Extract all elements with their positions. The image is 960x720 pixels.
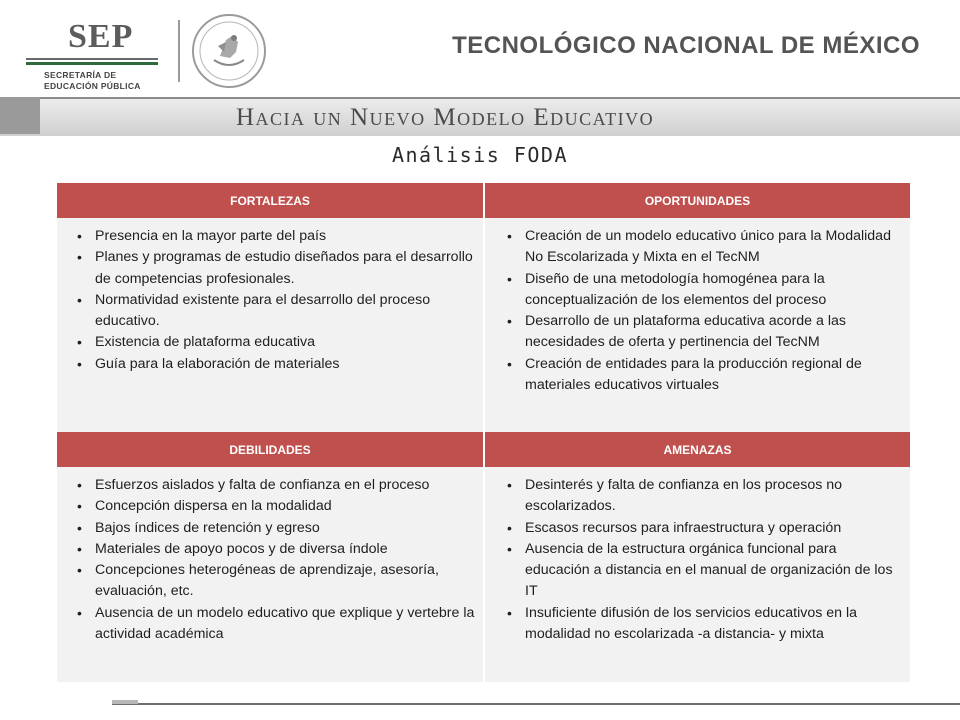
list-item: • Concepción dispersa en la modalidad (77, 496, 477, 517)
table-header-row (57, 432, 910, 467)
table-body-row (57, 218, 910, 432)
page-title: Análisis FODA (391, 143, 569, 167)
debilidades-cell (57, 467, 485, 682)
list-item: • Esfuerzos aislados y falta de confianza en el proceso (77, 475, 477, 496)
sep-logo-subtitle-1: SECRETARÍA DE (44, 70, 117, 80)
sep-logo-title: SEP (68, 18, 134, 55)
oportunidades-list (507, 226, 904, 396)
debilidades-header: DEBILIDADES (57, 432, 485, 467)
banner-text: Hacia un Nuevo Modelo Educativo (236, 104, 655, 131)
fortalezas-list (77, 226, 477, 375)
header-divider (178, 20, 180, 82)
list-item: • Creación de un modelo educativo único para la Modalidad No Escolarizada y Mixta en el TecNM (507, 226, 904, 269)
oportunidades-header: OPORTUNIDADES (485, 183, 910, 218)
mexican-coat-of-arms-icon (190, 12, 268, 90)
sep-logo-green-rule (26, 62, 158, 65)
swot-table (57, 183, 910, 682)
amenazas-header: AMENAZAS (485, 432, 910, 467)
list-item: • Guía para la elaboración de materiales (77, 354, 477, 375)
list-item: • Escasos recursos para infraestructura y operación (507, 518, 904, 539)
table-body-row (57, 467, 910, 682)
footer-accent (112, 700, 138, 704)
list-item: • Normatividad existente para el desarrollo del proceso educativo. (77, 290, 477, 333)
list-item: • Existencia de plataforma educativa (77, 332, 477, 353)
sep-logo-rule (26, 58, 158, 60)
footer-rule (112, 703, 960, 705)
page-header (0, 0, 960, 100)
fortalezas-header: FORTALEZAS (57, 183, 485, 218)
amenazas-list (507, 475, 904, 645)
list-item: • Presencia en la mayor parte del país (77, 226, 477, 247)
list-item: • Materiales de apoyo pocos y de diversa índole (77, 539, 477, 560)
list-item: • Diseño de una metodología homogénea para la conceptualización de los elementos del proceso (507, 269, 904, 312)
list-item: • Insuficiente difusión de los servicios educativos en la modalidad no escolarizada -a distancia- y mixta (507, 603, 904, 646)
debilidades-list (77, 475, 477, 645)
fortalezas-cell (57, 218, 485, 432)
list-item: • Concepciones heterogéneas de aprendizaje, asesoría, evaluación, etc. (77, 560, 477, 603)
sep-logo-subtitle-2: EDUCACIÓN PÚBLICA (44, 81, 141, 91)
list-item: • Ausencia de un modelo educativo que explique y vertebre la actividad académica (77, 603, 477, 646)
table-header-row (57, 183, 910, 218)
list-item: • Ausencia de la estructura orgánica funcional para educación a distancia en el manual de organización de los IT (507, 539, 904, 603)
banner-accent (0, 97, 40, 134)
list-item: • Bajos índices de retención y egreso (77, 518, 477, 539)
list-item: • Creación de entidades para la producción regional de materiales educativos virtuales (507, 354, 904, 397)
subtitle-banner (0, 97, 960, 136)
sep-logo (26, 14, 166, 91)
list-item: • Planes y programas de estudio diseñados para el desarrollo de competencias profesionales. (77, 247, 477, 290)
list-item: • Desarrollo de un plataforma educativa acorde a las necesidades de oferta y pertinencia del TecNM (507, 311, 904, 354)
amenazas-cell (485, 467, 910, 682)
list-item: • Desinterés y falta de confianza en los procesos no escolarizados. (507, 475, 904, 518)
oportunidades-cell (485, 218, 910, 432)
institution-title: TECNOLÓGICO NACIONAL DE MÉXICO (452, 32, 920, 59)
